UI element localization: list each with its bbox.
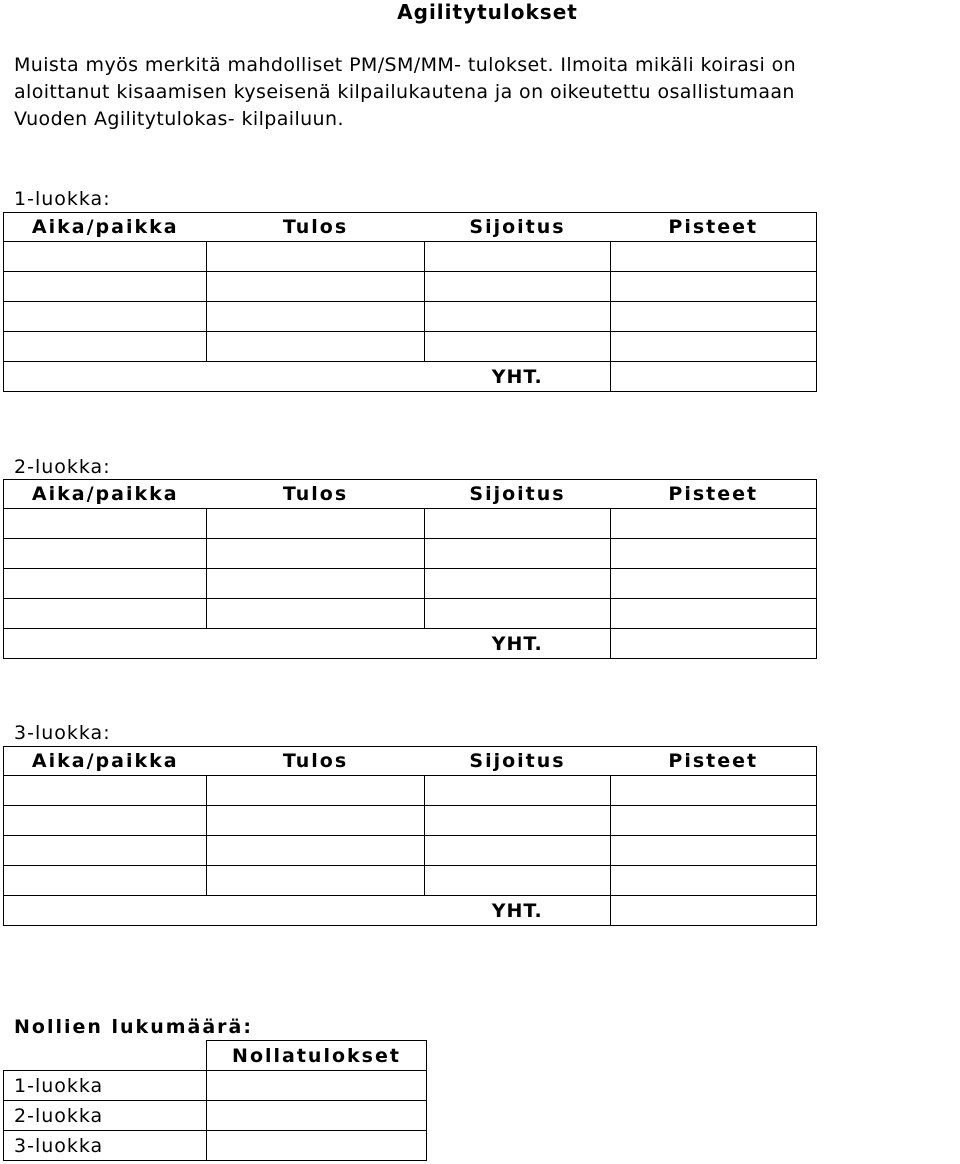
zero-results-row-label: 2-luokka	[4, 1101, 207, 1131]
column-header-placement: Sijoitus	[425, 480, 611, 509]
placement-cell[interactable]	[425, 332, 611, 362]
result-cell[interactable]	[207, 272, 425, 302]
result-cell[interactable]	[207, 836, 425, 866]
time-place-cell[interactable]	[4, 569, 207, 599]
column-header-result: Tulos	[207, 213, 425, 242]
time-place-cell[interactable]	[4, 242, 207, 272]
result-cell[interactable]	[207, 242, 425, 272]
result-cell[interactable]	[207, 776, 425, 806]
time-place-cell[interactable]	[4, 332, 207, 362]
time-place-cell[interactable]	[4, 866, 207, 896]
table-header-row	[4, 480, 817, 509]
table-row	[4, 776, 817, 806]
table-row	[4, 332, 817, 362]
total-points-cell[interactable]	[611, 896, 817, 926]
points-cell[interactable]	[611, 332, 817, 362]
placement-cell[interactable]	[425, 776, 611, 806]
result-cell[interactable]	[207, 569, 425, 599]
placement-cell[interactable]	[425, 836, 611, 866]
column-header-time-place: Aika/paikka	[4, 213, 207, 242]
table-row	[4, 806, 817, 836]
points-cell[interactable]	[611, 272, 817, 302]
time-place-cell[interactable]	[4, 599, 207, 629]
total-label: YHT.	[425, 896, 611, 926]
zero-results-table	[3, 1040, 427, 1161]
class-1-results-table	[3, 212, 817, 392]
time-place-cell[interactable]	[4, 806, 207, 836]
total-spacer	[4, 896, 425, 926]
time-place-cell[interactable]	[4, 539, 207, 569]
table-row	[4, 1071, 427, 1101]
column-header-points: Pisteet	[611, 213, 817, 242]
placement-cell[interactable]	[425, 806, 611, 836]
result-cell[interactable]	[207, 509, 425, 539]
placement-cell[interactable]	[425, 569, 611, 599]
column-header-time-place: Aika/paikka	[4, 480, 207, 509]
table-row	[4, 272, 817, 302]
zero-results-header-row	[4, 1041, 427, 1071]
total-row	[4, 896, 817, 926]
total-row	[4, 362, 817, 392]
intro-line: Muista myös merkitä mahdolliset PM/SM/MM- tulokset. Ilmoita mikäli koirasi on	[14, 54, 797, 76]
points-cell[interactable]	[611, 836, 817, 866]
table-row	[4, 302, 817, 332]
placement-cell[interactable]	[425, 272, 611, 302]
result-cell[interactable]	[207, 332, 425, 362]
page-title: Agilitytulokset	[397, 0, 578, 24]
column-header-placement: Sijoitus	[425, 213, 611, 242]
table-row	[4, 242, 817, 272]
result-cell[interactable]	[207, 302, 425, 332]
zero-results-column-header: Nollatulokset	[207, 1041, 427, 1071]
points-cell[interactable]	[611, 806, 817, 836]
time-place-cell[interactable]	[4, 836, 207, 866]
table-row	[4, 1131, 427, 1161]
points-cell[interactable]	[611, 599, 817, 629]
time-place-cell[interactable]	[4, 509, 207, 539]
intro-line: aloittanut kisaamisen kyseisenä kilpailukautena ja on oikeutettu osallistumaan	[14, 81, 795, 103]
total-spacer	[4, 362, 425, 392]
placement-cell[interactable]	[425, 866, 611, 896]
result-cell[interactable]	[207, 866, 425, 896]
column-header-result: Tulos	[207, 480, 425, 509]
total-label: YHT.	[425, 629, 611, 659]
result-cell[interactable]	[207, 599, 425, 629]
table-row	[4, 599, 817, 629]
zero-results-row-label: 3-luokka	[4, 1131, 207, 1161]
time-place-cell[interactable]	[4, 272, 207, 302]
points-cell[interactable]	[611, 509, 817, 539]
table-row	[4, 866, 817, 896]
table-row	[4, 569, 817, 599]
intro-text	[14, 52, 960, 133]
table-row	[4, 539, 817, 569]
class-3-results-table	[3, 746, 817, 926]
total-points-cell[interactable]	[611, 362, 817, 392]
placement-cell[interactable]	[425, 539, 611, 569]
class-3-label: 3-luokka:	[14, 722, 111, 744]
total-spacer	[4, 629, 425, 659]
table-row	[4, 836, 817, 866]
result-cell[interactable]	[207, 539, 425, 569]
total-row	[4, 629, 817, 659]
points-cell[interactable]	[611, 569, 817, 599]
column-header-placement: Sijoitus	[425, 747, 611, 776]
zero-results-value-cell[interactable]	[207, 1071, 427, 1101]
points-cell[interactable]	[611, 242, 817, 272]
time-place-cell[interactable]	[4, 776, 207, 806]
table-header-row	[4, 213, 817, 242]
class-2-results-table	[3, 479, 817, 659]
zero-results-header-spacer	[4, 1041, 207, 1071]
zero-results-row-label: 1-luokka	[4, 1071, 207, 1101]
table-row	[4, 509, 817, 539]
time-place-cell[interactable]	[4, 302, 207, 332]
zero-results-value-cell[interactable]	[207, 1101, 427, 1131]
column-header-time-place: Aika/paikka	[4, 747, 207, 776]
table-row	[4, 1101, 427, 1131]
points-cell[interactable]	[611, 866, 817, 896]
points-cell[interactable]	[611, 776, 817, 806]
total-points-cell[interactable]	[611, 629, 817, 659]
column-header-points: Pisteet	[611, 747, 817, 776]
points-cell[interactable]	[611, 302, 817, 332]
total-label: YHT.	[425, 362, 611, 392]
zero-results-heading: Nollien lukumäärä:	[14, 1016, 253, 1038]
result-cell[interactable]	[207, 806, 425, 836]
class-1-label: 1-luokka:	[14, 188, 111, 210]
zero-results-value-cell[interactable]	[207, 1131, 427, 1161]
placement-cell[interactable]	[425, 302, 611, 332]
table-header-row	[4, 747, 817, 776]
points-cell[interactable]	[611, 539, 817, 569]
class-2-label: 2-luokka:	[14, 456, 111, 478]
placement-cell[interactable]	[425, 509, 611, 539]
column-header-points: Pisteet	[611, 480, 817, 509]
placement-cell[interactable]	[425, 242, 611, 272]
column-header-result: Tulos	[207, 747, 425, 776]
placement-cell[interactable]	[425, 599, 611, 629]
intro-line: Vuoden Agilitytulokas- kilpailuun.	[14, 108, 344, 130]
